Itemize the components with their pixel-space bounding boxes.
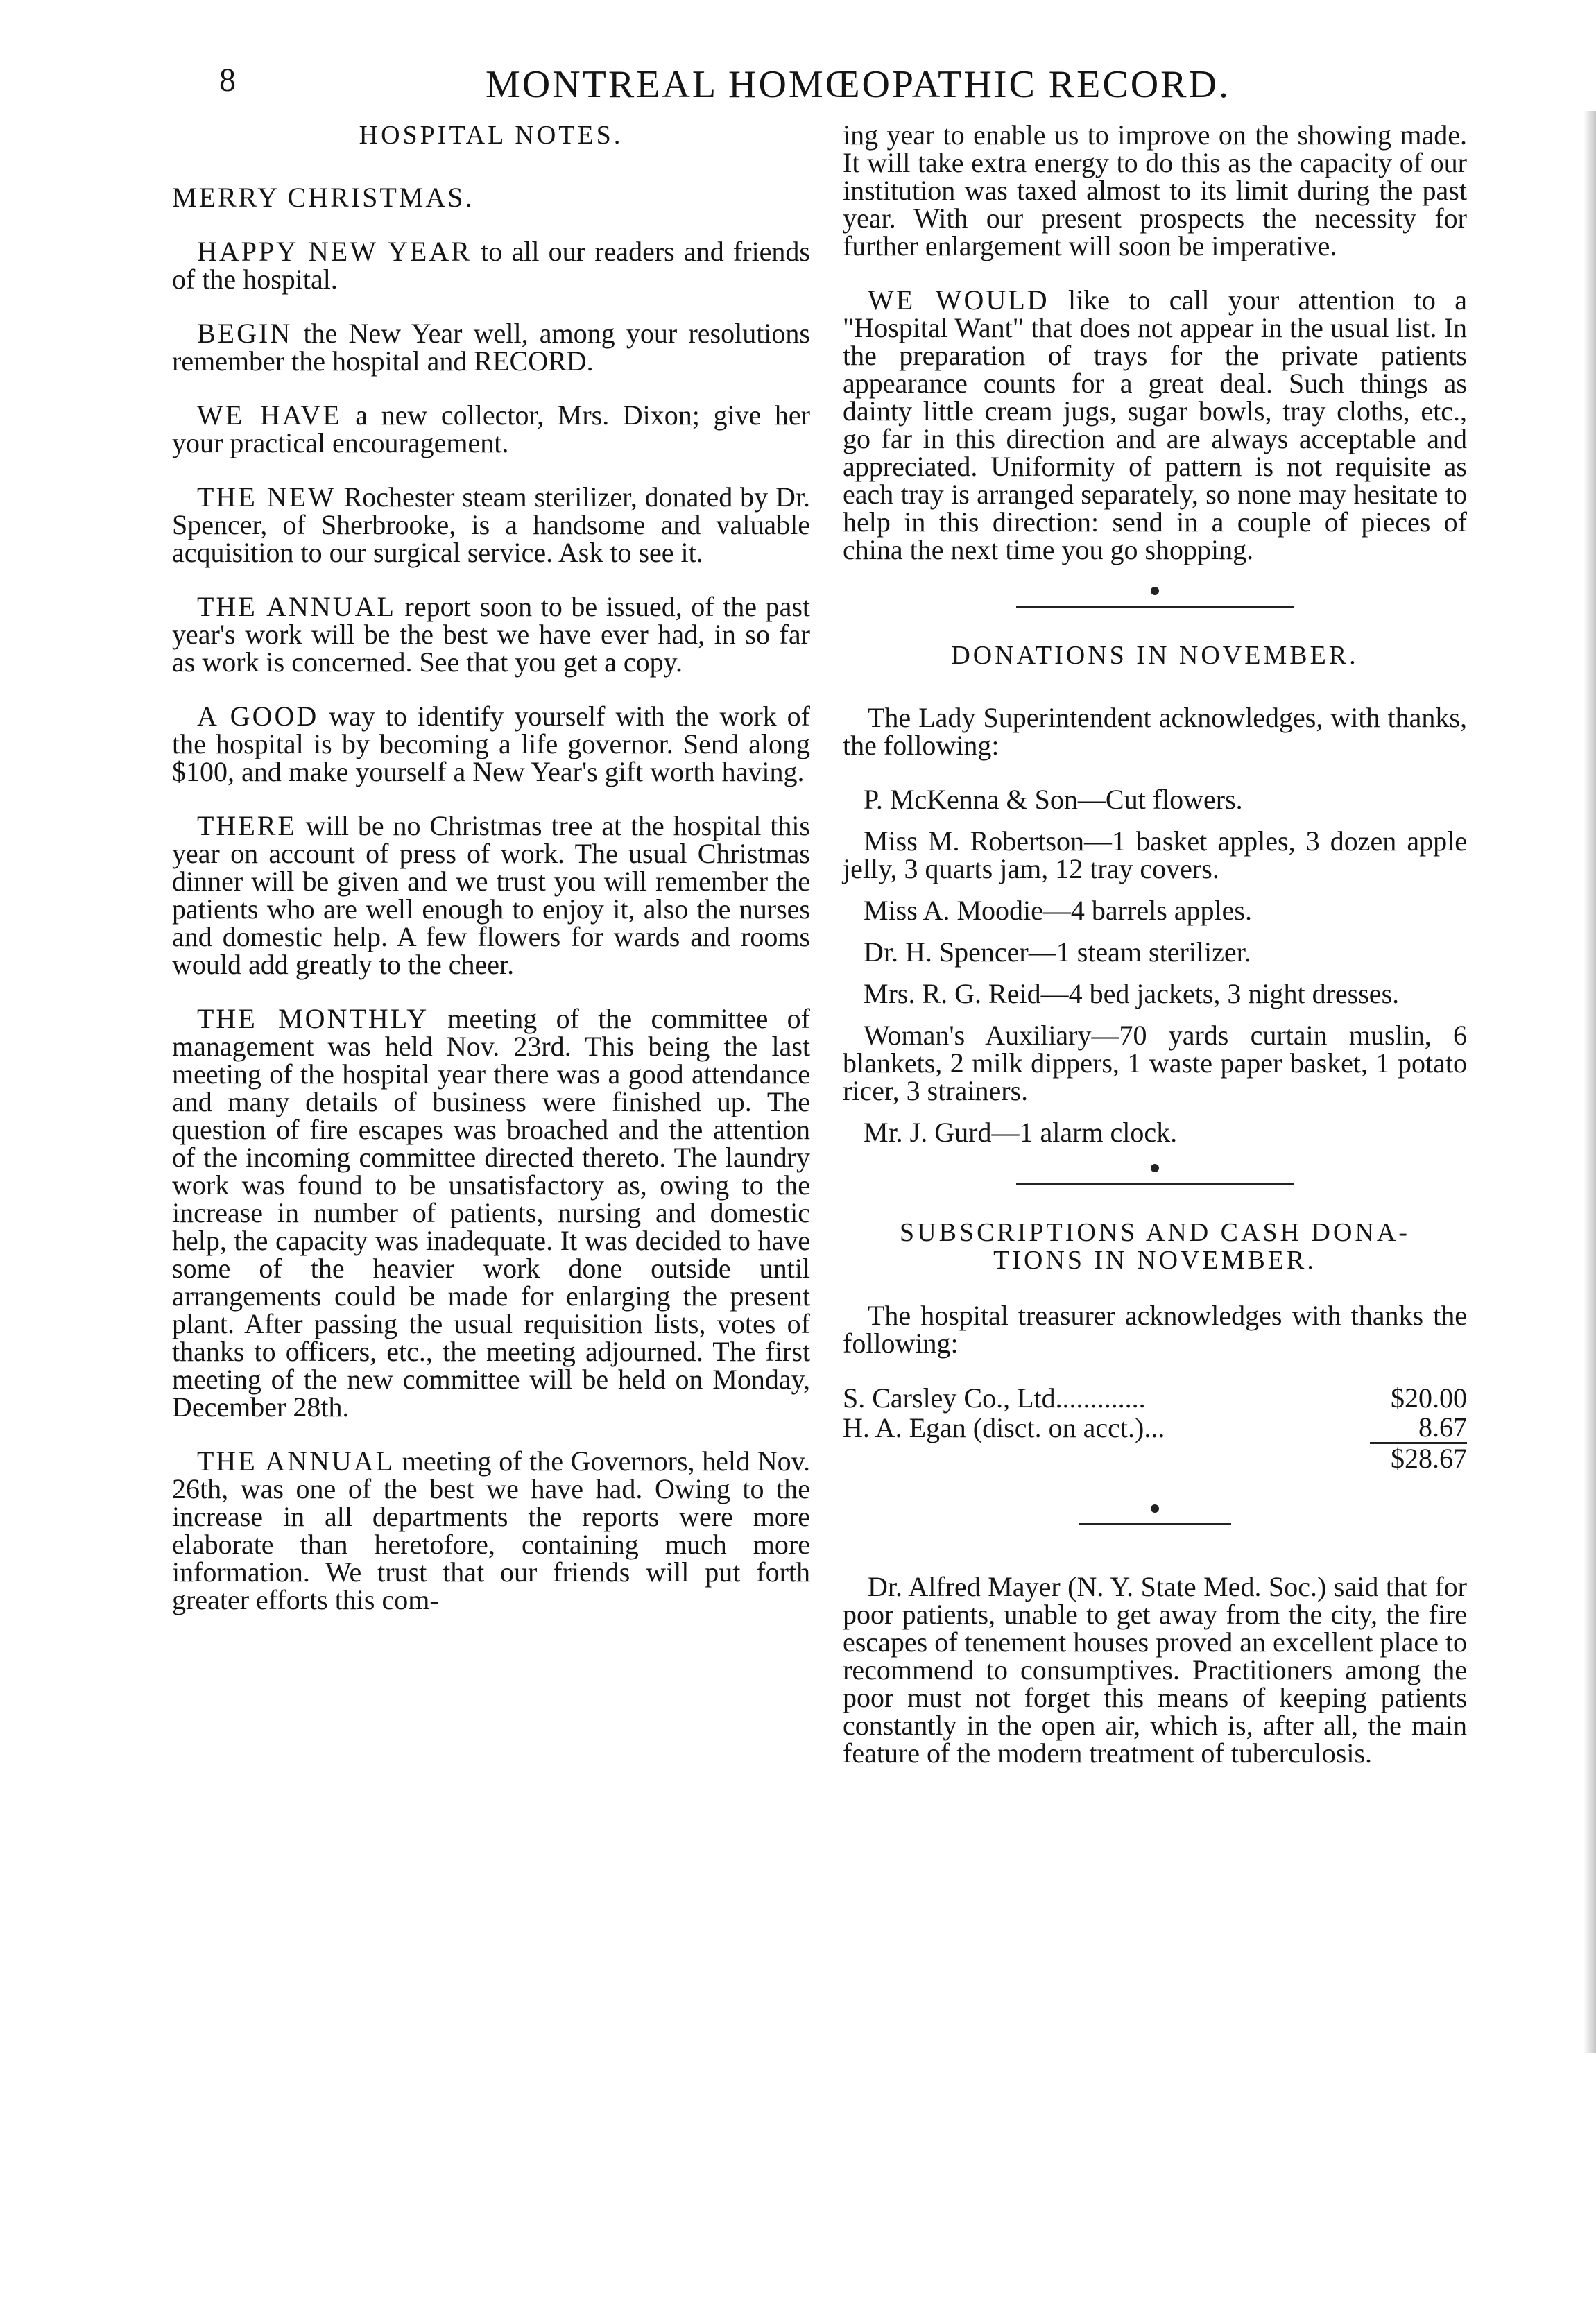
donation-item: Mrs. R. G. Reid—4 bed jackets, 3 night dresses. [864, 978, 1400, 1009]
note-paragraph: THERE will be no Christmas tree at the hospital this year on account of press of work. The usual Christmas dinner will be given and we trust you will remember the patients who are well enough to enjoy it, also the nurses and domestic help. A few flowers for wards and rooms would add greatly to the cheer. [172, 810, 810, 980]
page-number: 8 [219, 62, 236, 98]
donations-heading: DONATIONS IN NOVEMBER. [951, 641, 1359, 670]
donor-name: H. A. Egan (disct. on acct.)... [843, 1411, 1165, 1443]
table-row [843, 1443, 1467, 1474]
note-paragraph: THE ANNUAL meeting of the Governors, held Nov. 26th, was one of the best we have had. Owing to the increase in all departments the reports were more elaborate than heretofore, containing much more information. We trust that our friends will put forth greater efforts this com- [172, 1445, 810, 1615]
journal-title: MONTREAL HOMŒOPATHIC RECORD. [486, 63, 1230, 106]
donations-intro: The Lady Superintendent acknowledges, with thanks, the following: [843, 702, 1467, 761]
right-column [843, 121, 1467, 1794]
donation-item: Miss M. Robertson—1 basket apples, 3 dozen apple jelly, 3 quarts jam, 12 tray covers. [843, 825, 1467, 884]
continued-paragraph: ing year to enable us to improve on the showing made. It will take extra energy to do this as the capacity of our institution was taxed almost to its limit during the past year. With our present prospects the necessity for further enlargement will soon be imperative. [843, 119, 1467, 261]
donor-name: S. Carsley Co., Ltd............. [843, 1382, 1146, 1414]
donation-amount: $20.00 [1391, 1382, 1467, 1414]
donation-item: P. McKenna & Son—Cut flowers. [864, 784, 1243, 815]
section-divider [843, 1167, 1467, 1177]
note-paragraph: THE MONTHLY meeting of the committee of management was held Nov. 23rd. This being the last meeting of the hospital year there was a good attendance and many details of business were finished up. The question of fire escapes was broached and the attention of the incoming committee directed thereto. The laundry work was found to be unsatisfactory as, owing to the increase in number of patients, nursing and domestic help, the capacity was inadequate. It was decided to have some of the heavier work done outside until arrangements could be made for enlarging the present plant. After passing the usual requisition lists, votes of thanks to officers, etc., the meeting adjourned. The first meeting of the new committee will be held on Monday, December 28th. [172, 1003, 810, 1423]
table-row [843, 1413, 1467, 1443]
note-paragraph: HAPPY NEW YEAR to all our readers and friends of the hospital. [172, 236, 810, 295]
note-paragraph: A GOOD way to identify yourself with the work of the hospital is by becoming a life governor. Send along $100, and make yourself a New Year's gift worth having. [172, 701, 810, 787]
donation-item: Dr. H. Spencer—1 steam sterilizer. [864, 936, 1251, 968]
donation-amount: 8.67 [1418, 1411, 1467, 1443]
total-amount: $28.67 [1370, 1443, 1467, 1474]
note-paragraph: BEGIN the New Year well, among your resolutions remember the hospital and RECORD. [172, 318, 810, 377]
note-paragraph: THE NEW Rochester steam sterilizer, donated by Dr. Spencer, of Sherbrooke, is a handsome and valuable acquisition to our surgical service. Ask to see it. [172, 481, 811, 568]
page-edge-shadow [1584, 111, 1596, 2053]
section-divider [843, 1508, 1467, 1518]
hospital-want-paragraph: WE WOULD like to call your attention to a "Hospital Want" that does not appear in the usual list. In the preparation of trays for the private patients appearance counts for a great deal. Such things as dainty little cream jugs, sugar bowls, tray cloths, etc., go far in this direction and are always acceptable and appreciated. Uniformity of pattern is not requisite as each tray is arranged separately, so none may hesitate to help in this direction: send in a couple of pieces of china the next time you go shopping. [843, 284, 1467, 565]
note-paragraph: WE HAVE a new collector, Mrs. Dixon; give her your practical encouragement. [172, 400, 811, 458]
note-paragraph: THE ANNUAL report soon to be issued, of the past year's work will be the best we have ever had, in so far as work is concerned. See that you get a copy. [172, 591, 811, 678]
donation-item: Mr. J. Gurd—1 alarm clock. [864, 1117, 1178, 1148]
section-divider [843, 590, 1467, 600]
subscriptions-table [843, 1384, 1467, 1473]
donation-item: Miss A. Moodie—4 barrels apples. [864, 895, 1252, 926]
table-row [843, 1384, 1467, 1413]
closing-paragraph: Dr. Alfred Mayer (N. Y. State Med. Soc.) said that for poor patients, unable to get away from the city, the fire escapes of tenement houses proved an excellent place to recommend to consumptives. Practitioners among the poor must not forget this means of keeping patients constantly in the open air, which is, after all, the main feature of the modern treatment of tuberculosis. [843, 1571, 1467, 1769]
section-title: HOSPITAL NOTES. [359, 121, 624, 150]
left-column [172, 121, 810, 1640]
subscriptions-heading: SUBSCRIPTIONS AND CASH DONA- TIONS IN NOVEMBER. [900, 1218, 1410, 1275]
donation-item: Woman's Auxiliary—70 yards curtain muslin, 6 blankets, 2 milk dippers, 1 waste paper basket, 1 potato ricer, 3 strainers. [843, 1020, 1467, 1106]
note-paragraph: MERRY CHRISTMAS. [172, 182, 474, 213]
subscriptions-intro: The hospital treasurer acknowledges with thanks the following: [843, 1300, 1467, 1359]
